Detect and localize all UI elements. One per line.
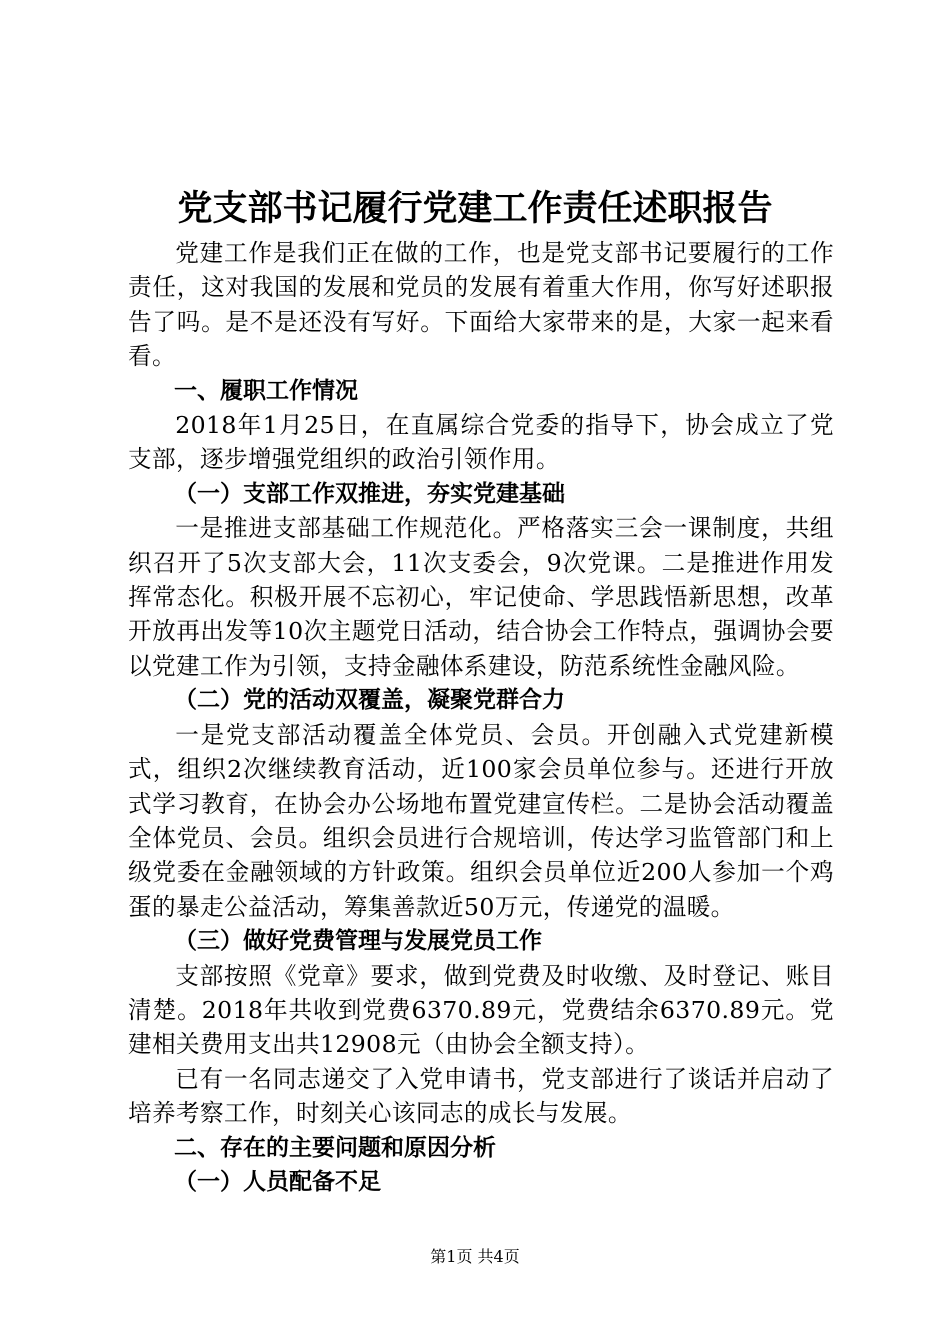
section-heading-1: 一、履职工作情况	[174, 377, 358, 404]
subsection-heading-1-2: （二）党的活动双覆盖，凝聚党群合力	[174, 687, 565, 714]
subsection-heading-2-1: （一）人员配备不足	[174, 1168, 381, 1195]
paragraph-founding: 2018年1月25日，在直属综合党委的指导下，协会成立了党支部，逐步增强党组织的政治引领作用。	[128, 411, 834, 474]
page-number-footer: 第1页 共4页	[430, 1247, 520, 1266]
section-heading-2: 二、存在的主要问题和原因分析	[174, 1134, 496, 1161]
intro-paragraph: 党建工作是我们正在做的工作，也是党支部书记要履行的工作责任，这对我国的发展和党员的发展有着重大作用，你写好述职报告了吗。是不是还没有写好。下面给大家带来的是，大家一起来看看。	[128, 239, 834, 371]
document-body	[128, 236, 834, 1199]
subsection-heading-1-1: （一）支部工作双推进，夯实党建基础	[174, 480, 565, 507]
paragraph-activities: 一是党支部活动覆盖全体党员、会员。开创融入式党建新模式，组织2次继续教育活动，近100家会员单位参与。还进行开放式学习教育，在协会办公场地布置党建宣传栏。二是协会活动覆盖全体党员、会员。组织会员进行合规培训，传达学习监管部门和上级党委在金融领域的方针政策。组织会员单位近200人参加一个鸡蛋的暴走公益活动，筹集善款近50万元，传递党的温暖。	[128, 720, 834, 921]
document-title: 党支部书记履行党建工作责任述职报告	[177, 189, 773, 229]
paragraph-dues: 支部按照《党章》要求，做到党费及时收缴、及时登记、账目清楚。2018年共收到党费6370.89元，党费结余6370.89元。党建相关费用支出共12908元（由协会全额支持）。	[128, 961, 834, 1059]
paragraph-branch-work: 一是推进支部基础工作规范化。严格落实三会一课制度，共组织召开了5次支部大会，11次支委会，9次党课。二是推进作用发挥常态化。积极开展不忘初心，牢记使命、学思践悟新思想，改革开放再出发等10次主题党日活动，结合协会工作特点，强调协会要以党建工作为引领，支持金融体系建设，防范系统性金融风险。	[128, 514, 834, 680]
paragraph-member-development: 已有一名同志递交了入党申请书，党支部进行了谈话并启动了培养考察工作，时刻关心该同志的成长与发展。	[128, 1064, 834, 1128]
subsection-heading-1-3: （三）做好党费管理与发展党员工作	[174, 928, 542, 955]
